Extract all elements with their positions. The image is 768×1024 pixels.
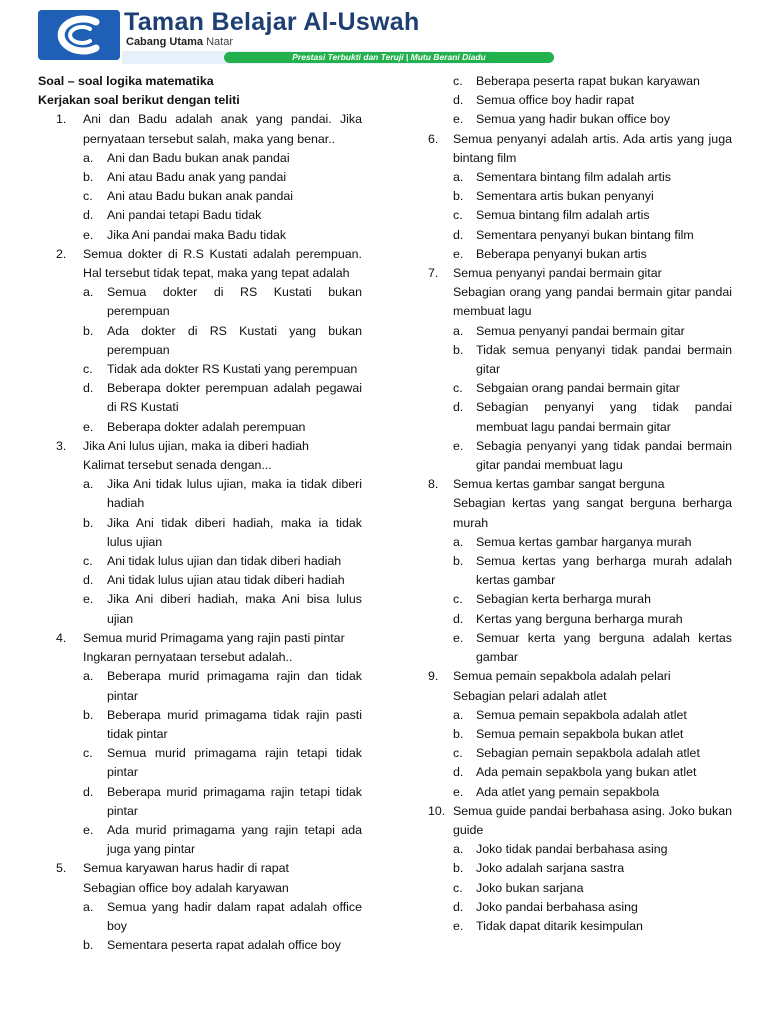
option-letter: c.	[453, 381, 463, 396]
option-item	[428, 322, 732, 341]
brand-name: Taman Belajar Al-Uswah	[124, 8, 420, 36]
question-text-line2: Sebagian kertas yang sangat berguna berharga murah	[453, 496, 732, 530]
option-letter: e.	[453, 784, 464, 799]
option-letter: e.	[453, 630, 464, 645]
option-letter: d.	[83, 381, 94, 396]
option-letter: e.	[453, 246, 464, 261]
question-text: Semua penyanyi adalah artis. Ada artis yang juga bintang film	[453, 131, 732, 165]
question-item	[428, 264, 732, 322]
left-question-list	[38, 110, 362, 955]
option-text: Sebagian kerta berharga murah	[476, 592, 651, 607]
question-item	[38, 110, 362, 148]
option-text: Ani atau Badu anak yang pandai	[107, 170, 287, 185]
question-text: Semua dokter di R.S Kustati adalah perempuan. Hal tersebut tidak tepat, maka yang tepat adalah	[83, 246, 362, 281]
option-letter: b.	[83, 707, 94, 722]
option-item	[38, 898, 362, 936]
option-item	[38, 168, 362, 187]
option-letter: e.	[453, 438, 464, 453]
option-item	[38, 783, 362, 821]
option-item	[428, 744, 732, 763]
option-item	[428, 610, 732, 629]
option-item	[428, 552, 732, 590]
tagline-bar	[122, 51, 496, 64]
option-item	[428, 379, 732, 398]
question-number: 10.	[428, 803, 446, 818]
option-letter: a.	[453, 707, 464, 722]
option-letter: e.	[83, 227, 94, 242]
option-letter: d.	[83, 784, 94, 799]
question-item	[38, 245, 362, 283]
question-text-line2: Sebagian pelari adalah atlet	[453, 688, 607, 703]
option-item	[38, 226, 362, 245]
question-text-line2: Sebagian office boy adalah karyawan	[83, 880, 289, 895]
option-letter: c.	[83, 554, 93, 569]
page-header	[38, 8, 496, 60]
right-question-list	[428, 130, 732, 937]
option-item	[428, 226, 732, 245]
option-letter: d.	[453, 765, 464, 780]
question-item	[428, 802, 732, 840]
option-text: Ani pandai tetapi Badu tidak	[107, 208, 262, 223]
question-number: 7.	[428, 266, 439, 281]
option-text: Semua kertas gambar harganya murah	[476, 534, 692, 549]
question-item	[428, 475, 732, 533]
option-text: Sebagian pemain sepakbola adalah atlet	[476, 746, 700, 761]
option-item	[38, 379, 362, 417]
question-number: 3.	[56, 438, 67, 453]
option-item	[428, 437, 732, 475]
option-letter: d.	[453, 899, 464, 914]
option-letter: c.	[453, 880, 463, 895]
question-item	[38, 437, 362, 475]
option-text: Sebagia penyanyi yang tidak pandai bermain gitar pandai membuat lagu	[476, 438, 732, 473]
question-number: 9.	[428, 669, 439, 684]
option-item	[38, 590, 362, 628]
option-item	[38, 706, 362, 744]
option-text: Sementara bintang film adalah artis	[476, 170, 671, 185]
question-text-line2: Kalimat tersebut senada dengan...	[83, 458, 272, 473]
question-number: 8.	[428, 477, 439, 492]
option-text: Sementara penyanyi bukan bintang film	[476, 227, 694, 242]
option-letter: d.	[83, 573, 94, 588]
option-letter: d.	[453, 93, 464, 108]
question-item	[428, 130, 732, 168]
option-text: Jika Ani pandai maka Badu tidak	[107, 227, 287, 242]
option-letter: c.	[453, 208, 463, 223]
option-text: Joko tidak pandai berbahasa asing	[476, 842, 668, 857]
option-letter: d.	[83, 208, 94, 223]
question-number: 2.	[56, 246, 67, 261]
option-item	[38, 571, 362, 590]
question-text: Semua murid Primagama yang rajin pasti pintar	[83, 630, 345, 645]
option-letter: b.	[83, 323, 94, 338]
option-text: Tidak semua penyanyi tidak pandai bermain gitar	[476, 342, 732, 377]
option-letter: e.	[83, 592, 94, 607]
option-letter: a.	[453, 170, 464, 185]
option-letter: e.	[453, 112, 464, 127]
branch-bold: Cabang Utama	[126, 36, 204, 48]
right-column	[428, 72, 732, 936]
tagline: Prestasi Terbukti dan Teruji | Mutu Berani Diadu	[224, 52, 554, 63]
option-letter: d.	[453, 400, 464, 415]
option-letter: c.	[83, 189, 93, 204]
question-number: 4.	[56, 630, 67, 645]
option-text: Beberapa murid primagama tidak rajin pasti tidak pintar	[107, 707, 362, 741]
option-text: Beberapa dokter adalah perempuan	[107, 419, 306, 434]
option-item	[38, 475, 362, 513]
option-text: Jika Ani tidak diberi hadiah, maka ia tidak lulus ujian	[107, 515, 362, 549]
question-text: Ani dan Badu adalah anak yang pandai. Jika pernyataan tersebut salah, maka yang benar..	[83, 112, 362, 146]
option-text: Semua dokter di RS Kustati bukan perempuan	[107, 285, 362, 319]
option-item	[38, 206, 362, 225]
option-letter: a.	[453, 323, 464, 338]
option-item	[428, 840, 732, 859]
option-item	[428, 168, 732, 187]
question-text: Jika Ani lulus ujian, maka ia diberi hadiah	[83, 438, 309, 453]
option-text: Semuar kerta yang berguna adalah kertas gambar	[476, 630, 732, 665]
c-logo-icon	[38, 10, 120, 60]
option-text: Ani tidak lulus ujian atau tidak diberi hadiah	[107, 573, 345, 588]
document-title: Soal – soal logika matematika	[38, 74, 214, 88]
question-text: Semua karyawan harus hadir di rapat	[83, 861, 289, 876]
option-item	[38, 821, 362, 859]
option-text: Sebgaian orang pandai bermain gitar	[476, 381, 680, 396]
question-text-line2: Sebagian orang yang pandai bermain gitar pandai membuat lagu	[453, 285, 732, 319]
option-letter: e.	[83, 822, 94, 837]
option-item	[428, 206, 732, 225]
option-text: Semua bintang film adalah artis	[476, 208, 650, 223]
question-number: 6.	[428, 131, 439, 146]
option-letter: b.	[453, 342, 464, 357]
option-letter: b.	[453, 554, 464, 569]
option-item	[428, 245, 732, 264]
option-item	[38, 360, 362, 379]
option-text: Tidak dapat ditarik kesimpulan	[476, 918, 643, 933]
option-letter: b.	[453, 861, 464, 876]
option-letter: a.	[453, 842, 464, 857]
option-text: Beberapa peserta rapat bukan karyawan	[476, 74, 700, 88]
option-item	[428, 706, 732, 725]
question-item	[428, 667, 732, 705]
option-letter: b.	[453, 189, 464, 204]
option-text: Semua murid primagama rajin tetapi tidak pintar	[107, 746, 362, 780]
option-text: Joko bukan sarjana	[476, 880, 584, 895]
option-item	[428, 917, 732, 936]
option-letter: a.	[83, 285, 94, 300]
option-item	[428, 91, 732, 110]
option-item	[38, 667, 362, 705]
question-item	[38, 629, 362, 667]
option-letter: a.	[83, 899, 94, 914]
option-text: Semua office boy hadir rapat	[476, 93, 635, 108]
option-letter: e.	[83, 419, 94, 434]
option-text: Semua penyanyi pandai bermain gitar	[476, 323, 685, 338]
option-text: Beberapa dokter perempuan adalah pegawai di RS Kustati	[107, 381, 362, 415]
option-text: Semua yang hadir dalam rapat adalah office boy	[107, 899, 362, 933]
option-item	[428, 783, 732, 802]
option-item	[428, 763, 732, 782]
option-text: Joko pandai berbahasa asing	[476, 899, 638, 914]
question-item	[38, 859, 362, 897]
option-item	[38, 552, 362, 571]
option-text: Semua pemain sepakbola adalah atlet	[476, 707, 687, 722]
question-text: Semua kertas gambar sangat berguna	[453, 477, 665, 492]
option-text: Ada murid primagama yang rajin tetapi ada juga yang pintar	[107, 822, 362, 857]
option-letter: a.	[453, 534, 464, 549]
option-item	[428, 629, 732, 667]
option-item	[428, 398, 732, 436]
question-number: 1.	[56, 112, 67, 127]
option-text: Ada atlet yang pemain sepakbola	[476, 784, 660, 799]
document-instruction: Kerjakan soal berikut dengan teliti	[38, 93, 240, 108]
question-text: Semua guide pandai berbahasa asing. Joko bukan guide	[453, 803, 732, 837]
option-text: Tidak ada dokter RS Kustati yang perempuan	[107, 362, 358, 377]
option-text: Beberapa murid primagama rajin dan tidak pintar	[107, 669, 362, 703]
option-item	[38, 744, 362, 782]
option-text: Jika Ani diberi hadiah, maka Ani bisa lulus ujian	[107, 592, 362, 626]
option-letter: c.	[83, 362, 93, 377]
option-letter: b.	[83, 170, 94, 185]
question-text: Semua penyanyi pandai bermain gitar	[453, 266, 662, 281]
option-letter: b.	[83, 515, 94, 530]
left-column	[38, 72, 362, 955]
option-text: Sebagian penyanyi yang tidak pandai membuat lagu pandai bermain gitar	[476, 400, 732, 434]
option-letter: a.	[83, 477, 94, 492]
option-item	[428, 590, 732, 609]
question-number: 5.	[56, 861, 67, 876]
option-letter: b.	[83, 938, 94, 953]
option-text: Ada dokter di RS Kustati yang bukan perempuan	[107, 323, 362, 357]
option-item	[428, 110, 732, 129]
option-text: Joko adalah sarjana sastra	[476, 861, 625, 876]
option-text: Sementara artis bukan penyanyi	[476, 189, 654, 204]
option-item	[428, 72, 732, 91]
option-item	[428, 859, 732, 878]
option-item	[38, 514, 362, 552]
option-text: Beberapa penyanyi bukan artis	[476, 246, 647, 261]
option-item	[428, 898, 732, 917]
option-letter: a.	[83, 669, 94, 684]
option-item	[38, 322, 362, 360]
option-letter: b.	[453, 726, 464, 741]
option-text: Semua pemain sepakbola bukan atlet	[476, 726, 684, 741]
option-item	[428, 725, 732, 744]
option-item	[38, 149, 362, 168]
option-text: Beberapa murid primagama rajin tetapi tidak pintar	[107, 784, 362, 818]
question-text-line2: Ingkaran pernyataan tersebut adalah..	[83, 650, 293, 665]
option-letter: d.	[453, 611, 464, 626]
option-letter: c.	[453, 74, 463, 88]
option-text: Jika Ani tidak lulus ujian, maka ia tidak diberi hadiah	[107, 477, 362, 511]
option-letter: c.	[453, 746, 463, 761]
option-text: Semua yang hadir bukan office boy	[476, 112, 671, 127]
option-text: Ani tidak lulus ujian dan tidak diberi hadiah	[107, 554, 342, 569]
option-text: Ada pemain sepakbola yang bukan atlet	[476, 765, 697, 780]
option-item	[38, 283, 362, 321]
option-item	[428, 879, 732, 898]
option-text: Kertas yang berguna berharga murah	[476, 611, 683, 626]
question-text: Semua pemain sepakbola adalah pelari	[453, 669, 671, 684]
option-item	[38, 187, 362, 206]
option-text: Ani atau Badu bukan anak pandai	[107, 189, 294, 204]
option-item	[428, 533, 732, 552]
option-item	[428, 187, 732, 206]
branch-light: Natar	[206, 36, 233, 48]
option-text: Sementara peserta rapat adalah office boy	[107, 938, 341, 953]
option-letter: e.	[453, 918, 464, 933]
continued-options	[428, 72, 732, 130]
option-text: Ani dan Badu bukan anak pandai	[107, 150, 290, 165]
option-item	[428, 341, 732, 379]
option-text: Semua kertas yang berharga murah adalah kertas gambar	[476, 554, 732, 588]
option-letter: a.	[83, 150, 94, 165]
option-letter: c.	[453, 592, 463, 607]
option-letter: c.	[83, 746, 93, 761]
option-letter: d.	[453, 227, 464, 242]
option-item	[38, 936, 362, 955]
option-item	[38, 418, 362, 437]
branch-name	[126, 36, 233, 48]
